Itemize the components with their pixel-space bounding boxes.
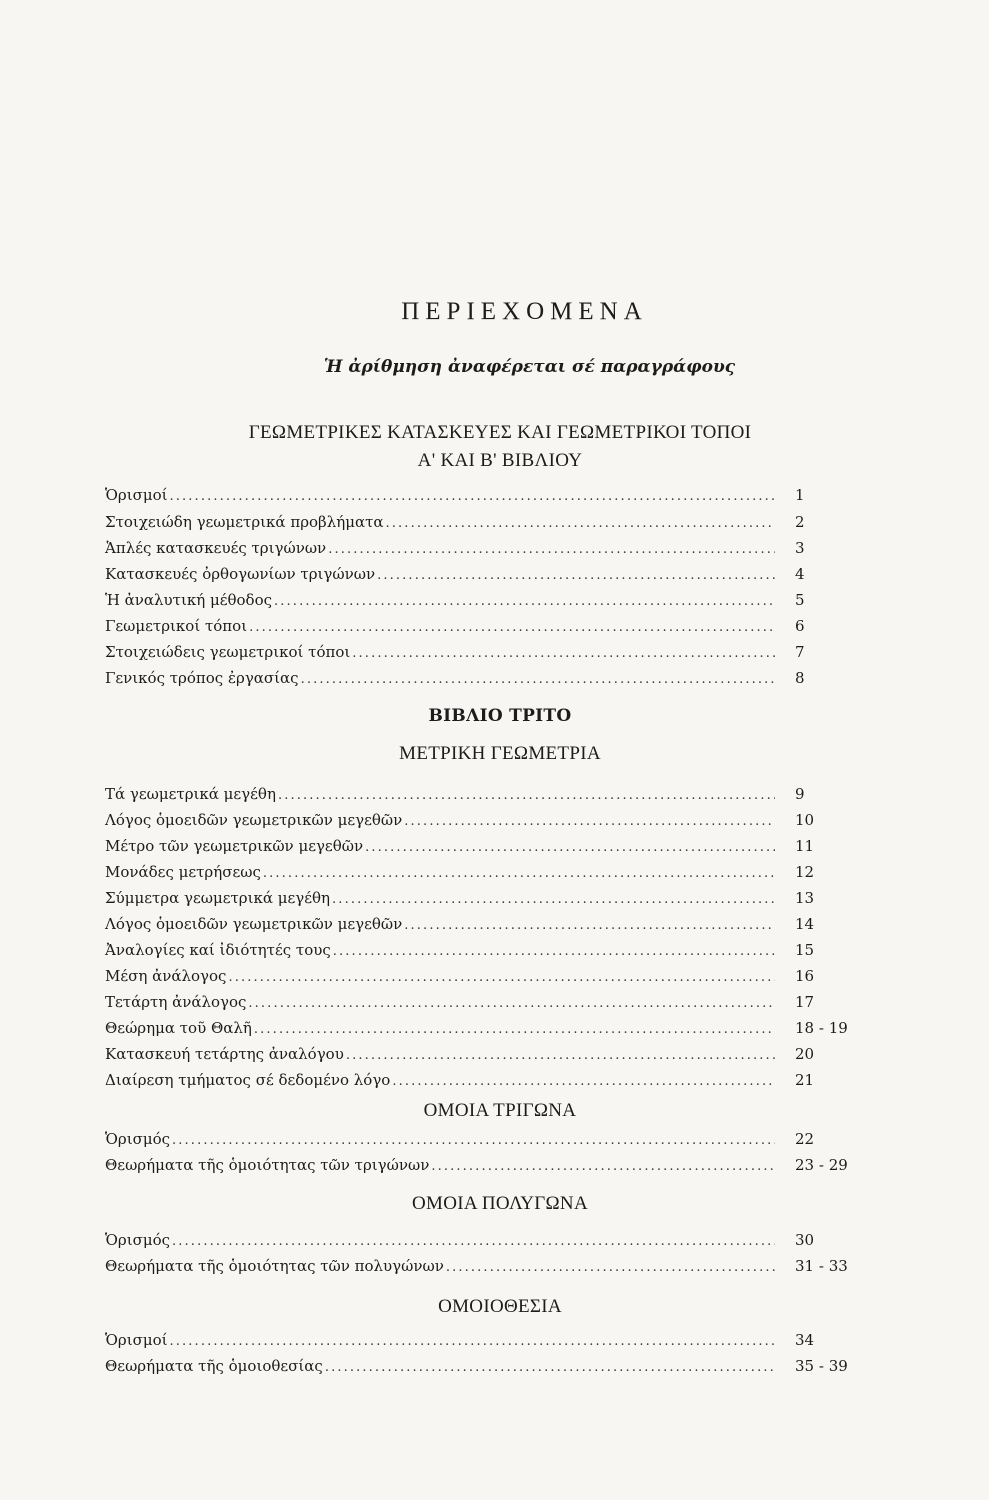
- toc-entry[interactable]: [105, 863, 890, 889]
- leader-dots: [172, 1133, 775, 1148]
- toc-entry-label: Ὁρισμός: [105, 1231, 171, 1249]
- toc-entry-paragraph: 22: [795, 1130, 815, 1148]
- leader-dots: [172, 1234, 775, 1249]
- leader-dots: [249, 620, 775, 635]
- section-heading-constructions: ΓΕΩΜΕΤΡΙΚΕΣ ΚΑΤΑΣΚΕΥΕΣ ΚΑΙ ΓΕΩΜΕΤΡΙΚΟΙ ΤΟΠΟΙ: [248, 422, 752, 443]
- leader-dots: [386, 516, 775, 531]
- toc-entry-label: Κατασκευή τετάρτης ἀναλόγου: [105, 1045, 344, 1063]
- toc-entry-paragraph: 30: [795, 1231, 815, 1249]
- toc-entry-label: Ὁρισμός: [105, 1130, 171, 1148]
- toc-entry-label: Γεωμετρικοί τόποι: [105, 617, 248, 635]
- toc-entry-label: Μονάδες μετρήσεως: [105, 863, 261, 881]
- page-title: ΠΕΡΙΕΧΟΜΕΝΑ: [401, 298, 648, 325]
- section-heading-similar-polygons: ΟΜΟΙΑ ΠΟΛΥΓΩΝΑ: [412, 1193, 588, 1214]
- toc-entry-paragraph: 34: [795, 1331, 815, 1349]
- toc-entry-label: Ἁπλές κατασκευές τριγώνων: [105, 539, 327, 557]
- toc-entry-label: Ὁρισμοί: [105, 486, 168, 504]
- toc-entry-paragraph: 8: [795, 669, 805, 687]
- leader-dots: [228, 970, 775, 985]
- toc-entry-paragraph: 18 - 19: [795, 1019, 848, 1037]
- toc-entry[interactable]: [105, 1231, 890, 1257]
- leader-dots: [263, 866, 775, 881]
- toc-entry-paragraph: 4: [795, 565, 805, 583]
- leader-dots: [254, 1022, 775, 1037]
- toc-entry-paragraph: 23 - 29: [795, 1156, 848, 1174]
- toc-entry[interactable]: [105, 1357, 890, 1383]
- toc-entry-label: Λόγος ὁμοειδῶν γεωμετρικῶν μεγεθῶν: [105, 811, 403, 829]
- toc-entry-paragraph: 14: [795, 915, 815, 933]
- toc-entry[interactable]: [105, 915, 890, 941]
- toc-entry[interactable]: [105, 967, 890, 993]
- toc-entry[interactable]: [105, 811, 890, 837]
- leader-dots: [431, 1159, 775, 1174]
- toc-entry-paragraph: 2: [795, 513, 805, 531]
- toc-entry[interactable]: [105, 1071, 890, 1097]
- section-subheading-metric-geometry: ΜΕΤΡΙΚΗ ΓΕΩΜΕΤΡΙΑ: [399, 743, 601, 764]
- toc-entry-label: Τά γεωμετρικά μεγέθη: [105, 785, 276, 803]
- toc-entry-paragraph: 3: [795, 539, 805, 557]
- section-heading-homothety: ΟΜΟΙΟΘΕΣΙΑ: [438, 1296, 562, 1317]
- toc-entry-paragraph: 20: [795, 1045, 815, 1063]
- toc-entry-paragraph: 35 - 39: [795, 1357, 848, 1375]
- leader-dots: [365, 840, 775, 855]
- toc-entry[interactable]: [105, 539, 890, 565]
- toc-entry[interactable]: [105, 486, 890, 512]
- toc-entry[interactable]: [105, 837, 890, 863]
- section-heading-book-three: ΒΙΒΛΙΟ ΤΡΙΤΟ: [428, 706, 572, 726]
- toc-entry[interactable]: [105, 941, 890, 967]
- toc-entry-paragraph: 1: [795, 486, 805, 504]
- leader-dots: [278, 788, 775, 803]
- toc-entry[interactable]: [105, 669, 890, 695]
- toc-entry-label: Διαίρεση τμήματος σέ δεδομένο λόγο: [105, 1071, 391, 1089]
- toc-entry-label: Μέση ἀνάλογος: [105, 967, 227, 985]
- leader-dots: [325, 1360, 775, 1375]
- leader-dots: [328, 542, 775, 557]
- toc-entry-label: Θεωρήματα τῆς ὁμοιοθεσίας: [105, 1357, 323, 1375]
- leader-dots: [333, 944, 775, 959]
- toc-entry-label: Λόγος ὁμοειδῶν γεωμετρικῶν μεγεθῶν: [105, 915, 403, 933]
- toc-entry-paragraph: 9: [795, 785, 805, 803]
- toc-entry[interactable]: [105, 617, 890, 643]
- toc-entry[interactable]: [105, 643, 890, 669]
- leader-dots: [404, 814, 775, 829]
- toc-entry[interactable]: [105, 1019, 890, 1045]
- toc-entry-paragraph: 13: [795, 889, 815, 907]
- leader-dots: [274, 594, 775, 609]
- leader-dots: [446, 1260, 775, 1275]
- toc-entry-label: Γενικός τρόπος ἐργασίας: [105, 669, 299, 687]
- toc-entry-paragraph: 10: [795, 811, 815, 829]
- toc-entry[interactable]: [105, 1331, 890, 1357]
- leader-dots: [301, 672, 775, 687]
- section-subheading-books: Α' ΚΑΙ Β' ΒΙΒΛΙΟΥ: [417, 450, 583, 471]
- toc-entry-paragraph: 7: [795, 643, 805, 661]
- toc-entry-label: Στοιχειώδη γεωμετρικά προβλήματα: [105, 513, 384, 531]
- leader-dots: [352, 646, 775, 661]
- toc-entry-label: Μέτρο τῶν γεωμετρικῶν μεγεθῶν: [105, 837, 364, 855]
- toc-entry[interactable]: [105, 1130, 890, 1156]
- toc-entry[interactable]: [105, 513, 890, 539]
- toc-entry-label: Ἡ ἀναλυτική μέθοδος: [105, 591, 273, 609]
- leader-dots: [332, 892, 775, 907]
- toc-entry-label: Κατασκευές ὀρθογωνίων τριγώνων: [105, 565, 376, 583]
- toc-entry-label: Ἀναλογίες καί ἰδιότητές τους: [105, 941, 331, 959]
- leader-dots: [170, 489, 776, 504]
- page-subtitle: Ἡ ἀρίθμηση ἀναφέρεται σέ παραγράφους: [323, 357, 736, 377]
- toc-entry-paragraph: 31 - 33: [795, 1257, 848, 1275]
- toc-entry-label: Τετάρτη ἀνάλογος: [105, 993, 247, 1011]
- toc-entry-label: Θεωρήματα τῆς ὁμοιότητας τῶν πολυγώνων: [105, 1257, 444, 1275]
- toc-entry[interactable]: [105, 993, 890, 1019]
- toc-entry-paragraph: 15: [795, 941, 815, 959]
- toc-entry-label: Ὁρισμοί: [105, 1331, 168, 1349]
- toc-entry-paragraph: 6: [795, 617, 805, 635]
- toc-entry-paragraph: 11: [795, 837, 815, 855]
- toc-entry[interactable]: [105, 1156, 890, 1182]
- leader-dots: [346, 1048, 775, 1063]
- leader-dots: [392, 1074, 775, 1089]
- toc-entry-label: Στοιχειώδεις γεωμετρικοί τόποι: [105, 643, 351, 661]
- section-heading-similar-triangles: ΟΜΟΙΑ ΤΡΙΓΩΝΑ: [423, 1100, 577, 1121]
- toc-entry-paragraph: 21: [795, 1071, 815, 1089]
- leader-dots: [170, 1334, 776, 1349]
- toc-entry[interactable]: [105, 785, 890, 811]
- toc-entry-label: Θεώρημα τοῦ Θαλῆ: [105, 1019, 252, 1037]
- toc-entry[interactable]: [105, 889, 890, 915]
- toc-entry-paragraph: 12: [795, 863, 815, 881]
- toc-entry[interactable]: [105, 1257, 890, 1283]
- toc-entry-label: Θεωρήματα τῆς ὁμοιότητας τῶν τριγώνων: [105, 1156, 430, 1174]
- leader-dots: [248, 996, 775, 1011]
- toc-entry-paragraph: 17: [795, 993, 815, 1011]
- leader-dots: [404, 918, 775, 933]
- toc-entry-label: Σύμμετρα γεωμετρικά μεγέθη: [105, 889, 331, 907]
- toc-entry[interactable]: [105, 565, 890, 591]
- leader-dots: [377, 568, 775, 583]
- toc-entry[interactable]: [105, 591, 890, 617]
- toc-entry-paragraph: 16: [795, 967, 815, 985]
- toc-entry-paragraph: 5: [795, 591, 805, 609]
- toc-entry[interactable]: [105, 1045, 890, 1071]
